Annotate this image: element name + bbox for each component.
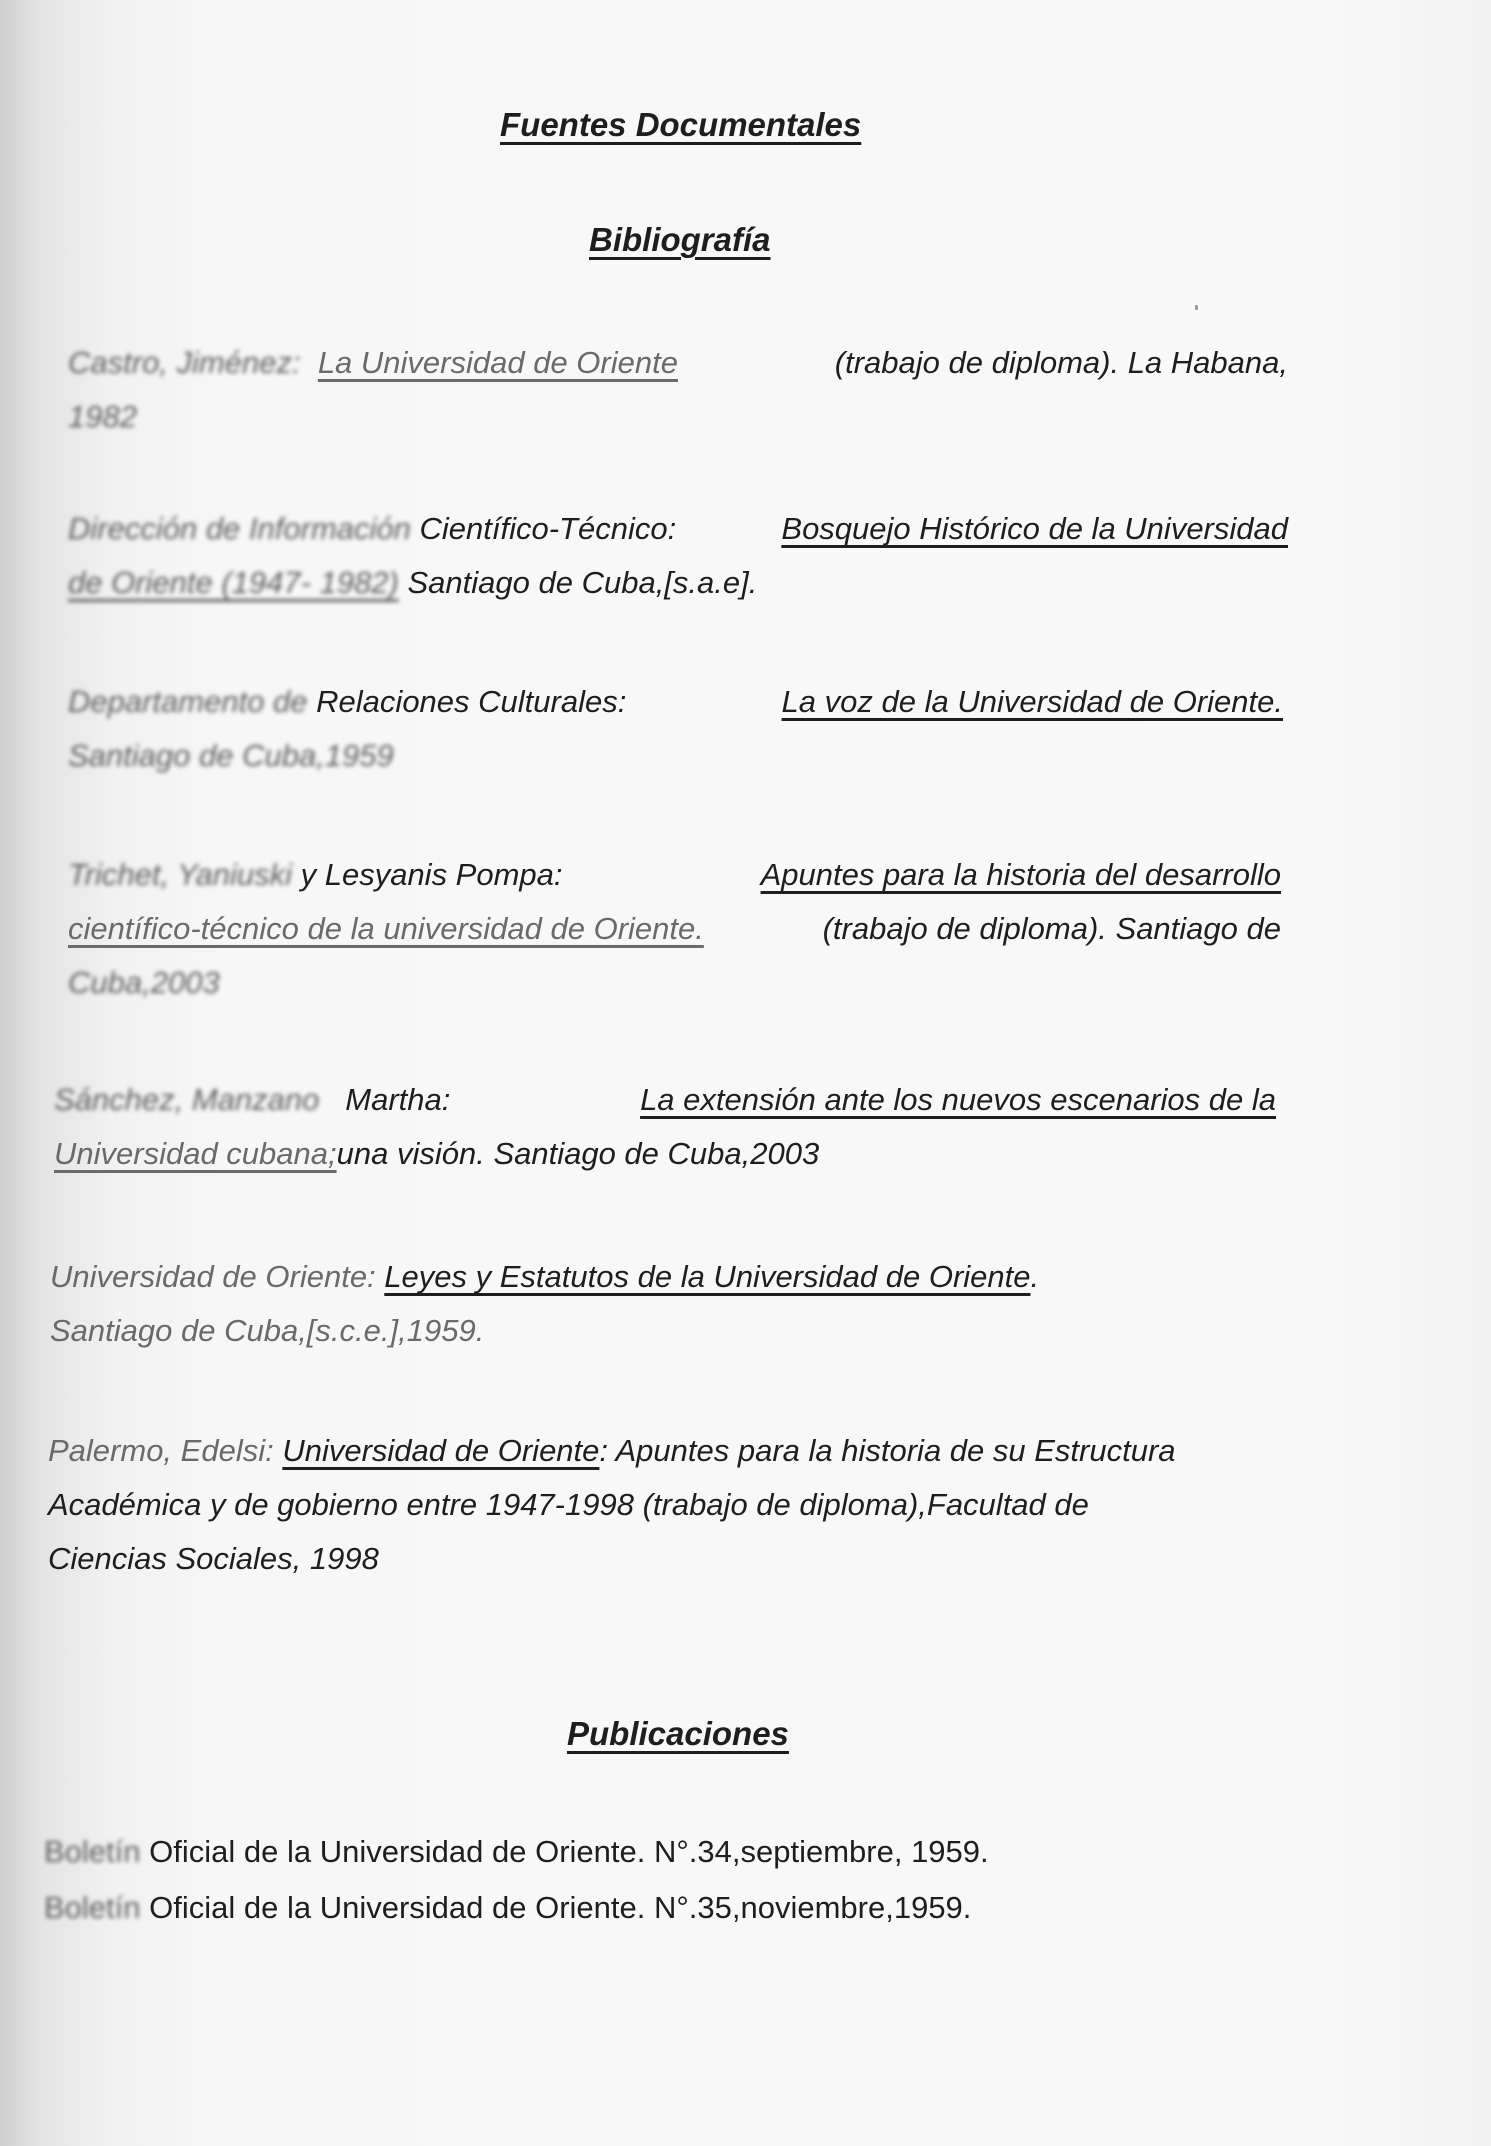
entry-year: 1982	[68, 399, 137, 434]
entry-details: (trabajo de diploma). Santiago de	[822, 911, 1281, 946]
entry-author: Universidad de Oriente:	[50, 1259, 376, 1294]
entry-author: Palermo, Edelsi:	[48, 1433, 274, 1468]
entry-title-continued: científico-técnico de la universidad de Oriente.	[68, 911, 704, 946]
publication-entry-2	[44, 1881, 1144, 1935]
bibliography-entry-1	[68, 336, 1288, 444]
entry-author-visible: y Lesyanis Pompa:	[300, 857, 563, 892]
bibliography-entry-5	[54, 1073, 1276, 1181]
bibliography-entry-4	[68, 848, 1281, 1010]
entry-author: Trichet, Yaniuski	[68, 857, 292, 892]
entry-details: una visión. Santiago de Cuba,2003	[336, 1136, 820, 1171]
entry-title: Apuntes para la historia del desarrollo	[760, 857, 1281, 892]
entry-title: Leyes y Estatutos de la Universidad de Oriente	[384, 1259, 1031, 1294]
publication-prefix: Boletín	[44, 1834, 141, 1869]
entry-punct: .	[1030, 1259, 1040, 1294]
entry-author-visible: Martha:	[345, 1082, 451, 1117]
entry-details: (trabajo de diploma). La Habana,	[834, 345, 1288, 380]
entry-details: Santiago de Cuba,1959	[68, 738, 394, 773]
entry-year: Cuba,2003	[68, 965, 220, 1000]
entry-details: Santiago de Cuba,[s.c.e.],1959.	[50, 1313, 485, 1348]
bibliography-entry-6	[50, 1250, 1280, 1358]
entry-title: La voz de la Universidad de Oriente.	[781, 684, 1283, 719]
bibliography-entry-3	[68, 675, 1283, 783]
bibliography-entry-7	[48, 1424, 1272, 1586]
entry-author-visible: Relaciones Culturales:	[316, 684, 627, 719]
entry-author: Dirección de Información	[68, 511, 411, 546]
entry-author: Castro, Jiménez:	[68, 345, 301, 380]
entry-title: La Universidad de Oriente	[317, 345, 678, 380]
section-heading-bibliografia: Bibliografía	[589, 221, 771, 258]
section-heading-fuentes: Fuentes Documentales	[500, 106, 862, 143]
publication-text: Oficial de la Universidad de Oriente. N°.34,septiembre, 1959.	[149, 1834, 989, 1869]
entry-title: Universidad de Oriente	[282, 1433, 600, 1468]
entry-details-continued: Académica y de gobierno entre 1947-1998 (trabajo de diploma),Facultad de	[48, 1487, 1089, 1522]
entry-author-visible: Científico-Técnico:	[419, 511, 677, 546]
entry-details-end: Ciencias Sociales, 1998	[48, 1541, 379, 1576]
entry-details: Santiago de Cuba,[s.a.e].	[407, 565, 758, 600]
entry-title: Bosquejo Histórico de la Universidad	[781, 511, 1288, 546]
bibliography-entry-2	[68, 502, 1288, 610]
publication-entry-1	[44, 1825, 1144, 1879]
entry-title: La extensión ante los nuevos escenarios de la	[640, 1082, 1276, 1117]
entry-author: Sánchez, Manzano	[54, 1082, 320, 1117]
entry-details: : Apuntes para la historia de su Estructura	[599, 1433, 1176, 1468]
entry-author: Departamento de	[68, 684, 308, 719]
entry-title-continued: de Oriente (1947- 1982)	[68, 565, 399, 600]
section-heading-publicaciones: Publicaciones	[567, 1715, 789, 1752]
publication-prefix: Boletín	[44, 1890, 141, 1925]
publication-text: Oficial de la Universidad de Oriente. N°.35,noviembre,1959.	[149, 1890, 972, 1925]
paper-speck	[1195, 305, 1198, 310]
entry-title-continued: Universidad cubana;	[54, 1136, 337, 1171]
